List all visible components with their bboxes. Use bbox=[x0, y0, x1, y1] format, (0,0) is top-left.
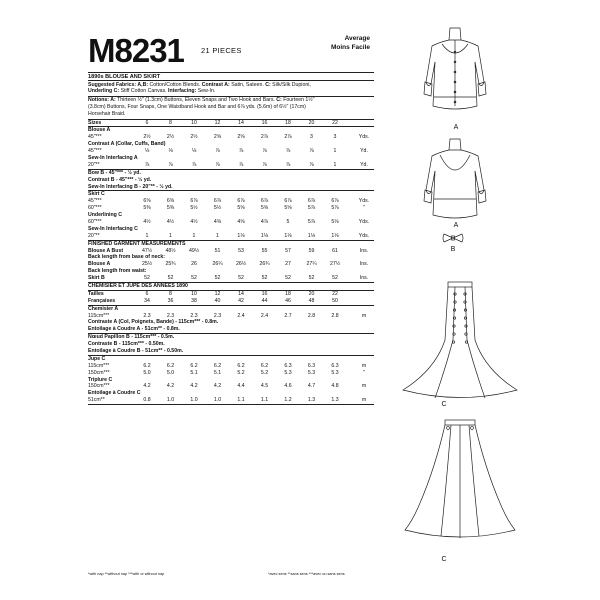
cell-value: 57 bbox=[285, 247, 291, 254]
cell-value: 10 bbox=[191, 290, 197, 297]
cell-value: 2⅝ bbox=[237, 134, 245, 141]
view-label: A bbox=[453, 222, 459, 229]
row-label: Blouse A bbox=[88, 261, 111, 268]
view-c-back-illustration bbox=[395, 418, 525, 543]
size-header: 10 bbox=[191, 119, 197, 126]
sizes-row: Sizes 6 8 10 12 14 16 18 20 22 bbox=[88, 120, 374, 127]
section-underlining-c: Underlining C bbox=[88, 212, 123, 219]
back-length-neck: Back length from base of neck: bbox=[88, 254, 165, 261]
difficulty-fr: Moins Facile bbox=[330, 44, 370, 51]
cell-value: 4½ bbox=[166, 219, 175, 225]
view-a-front-illustration bbox=[420, 22, 490, 122]
cell-value: 1⅛ bbox=[284, 232, 292, 239]
cell-value: 6.2 bbox=[213, 362, 222, 369]
row-label: 60"*** bbox=[88, 219, 102, 225]
cell-value: ⅞ bbox=[309, 161, 314, 168]
size-header: 6 bbox=[145, 119, 149, 126]
cell-value: 6.2 bbox=[190, 362, 198, 369]
unit-label: Yds. bbox=[358, 134, 370, 141]
unit-label: Ins. bbox=[359, 275, 369, 282]
french-title: CHEMISIER ET JUPE DES ANNÉES 1890 bbox=[88, 283, 188, 290]
unit-label: m bbox=[361, 397, 367, 404]
row-label: 45"*** bbox=[88, 198, 102, 205]
cell-value: 2.3 bbox=[190, 312, 198, 319]
cell-value: 6.2 bbox=[237, 362, 245, 369]
cell-value: 5⅝ bbox=[284, 205, 292, 212]
table-row bbox=[88, 370, 374, 377]
cell-value: 4⅝ bbox=[237, 219, 245, 225]
cell-value: 5½ bbox=[213, 205, 222, 212]
cell-value: 4.5 bbox=[260, 383, 269, 390]
table-row bbox=[88, 275, 374, 282]
cell-value: 5⅞ bbox=[307, 205, 316, 212]
interfacing-b-line: Sew-In Interfacing B - 20"** - ½ yd. bbox=[88, 183, 173, 190]
cell-value: 49½ bbox=[188, 247, 200, 254]
row-label: Tailles bbox=[88, 290, 104, 297]
section-entoilage-c: Entoilage à Coudre C bbox=[88, 390, 141, 397]
cell-value: 1.3 bbox=[331, 397, 339, 404]
cell-value: 52 bbox=[167, 275, 174, 282]
cell-value: 2.8 bbox=[307, 312, 316, 319]
cell-value: 27¼ bbox=[306, 261, 317, 268]
unit-label: m bbox=[361, 383, 367, 390]
cell-value: ⅞ bbox=[144, 161, 150, 168]
row-label: 20"** bbox=[88, 161, 100, 168]
back-length-waist: Back length from waist: bbox=[88, 268, 147, 275]
table-row bbox=[88, 397, 374, 404]
row-label: Françaises bbox=[88, 297, 116, 304]
entoilage-b-line: Entoilage à Coudre B - 51cm** - 0.50m. bbox=[88, 348, 184, 355]
cell-value: 4.8 bbox=[331, 383, 339, 390]
section-contrast-a: Contrast A (Collar, Cuffs, Band) bbox=[88, 141, 166, 148]
cell-value: 4⅝ bbox=[213, 219, 222, 225]
cell-value: 6⅝ bbox=[166, 198, 175, 205]
cell-value: 1.2 bbox=[284, 397, 292, 404]
cell-value: 1 bbox=[333, 148, 337, 155]
finished-measurements-title: FINISHED GARMENT MEASUREMENTS bbox=[88, 240, 186, 247]
cell-value: 1⅛ bbox=[331, 232, 339, 239]
cell-value: 5.2 bbox=[237, 369, 245, 376]
cell-value: 4.2 bbox=[190, 383, 198, 390]
cell-value: 5½ bbox=[190, 205, 198, 212]
cell-value: 2⅞ bbox=[260, 134, 269, 141]
section-chemisier-a: Chemisier A bbox=[88, 305, 119, 312]
row-label: 150cm*** bbox=[88, 369, 110, 376]
cell-value: 59 bbox=[308, 247, 315, 254]
cell-value: 1.0 bbox=[190, 397, 198, 404]
size-header: 12 bbox=[214, 119, 221, 126]
cell-value: 6⅞ bbox=[213, 198, 222, 205]
entoilage-a-line: Entoilage à Coudre A - 51cm** - 0.8m. bbox=[88, 326, 180, 333]
cell-value: 6⅞ bbox=[260, 198, 269, 205]
view-a-back-illustration bbox=[420, 135, 490, 230]
table-row bbox=[88, 162, 374, 169]
cell-value: ⅞ bbox=[238, 148, 244, 155]
cell-value: 48½ bbox=[165, 247, 176, 254]
size-header: 16 bbox=[261, 119, 268, 126]
unit-label: Yd. bbox=[360, 161, 368, 168]
contrast-b-line: Contrast B - 45"*** - ½ yd. bbox=[88, 176, 152, 183]
cell-value: 26¼ bbox=[212, 261, 223, 268]
cell-value: 27 bbox=[285, 261, 291, 268]
cell-value: 52 bbox=[308, 275, 315, 282]
cell-value: 5.3 bbox=[331, 369, 339, 376]
cell-value: 6⅞ bbox=[307, 198, 316, 205]
footnote-fr: *avec sens **sans sens ***avec ou sans sens bbox=[268, 572, 345, 576]
cell-value: ⅛ bbox=[144, 148, 150, 155]
cell-value: 4.2 bbox=[213, 383, 222, 390]
section-interfacing-c: Sew-In Interfacing C bbox=[88, 225, 138, 232]
cell-value: 5.0 bbox=[166, 369, 175, 376]
cell-value: 27½ bbox=[329, 261, 341, 268]
cell-value: 51 bbox=[214, 247, 221, 254]
cell-value: 6.2 bbox=[166, 362, 175, 369]
cell-value: 2½ bbox=[143, 134, 151, 141]
table-row bbox=[88, 363, 374, 370]
cell-value: ⅞ bbox=[285, 148, 291, 155]
cell-value: ⅛ bbox=[168, 148, 173, 155]
cell-value: 2.3 bbox=[143, 312, 151, 319]
table-row bbox=[88, 383, 374, 390]
row-label: 115cm*** bbox=[88, 362, 110, 369]
view-b-bow-illustration bbox=[441, 232, 465, 244]
cell-value: 42 bbox=[238, 297, 244, 304]
cell-value: 1 bbox=[145, 232, 149, 239]
cell-value: 5.1 bbox=[213, 369, 222, 376]
unit-label: m bbox=[361, 362, 367, 369]
cell-value: 1.1 bbox=[237, 397, 245, 404]
table-row bbox=[88, 248, 374, 255]
cell-value: 6⅝ bbox=[143, 198, 151, 205]
section-triplure-c: Triplure C bbox=[88, 376, 113, 383]
size-header: 22 bbox=[332, 119, 338, 126]
view-label: C bbox=[441, 401, 447, 408]
english-title: 1890s BLOUSE AND SKIRT bbox=[88, 74, 161, 80]
cell-value: 2⅞ bbox=[284, 134, 292, 141]
cell-value: 25¾ bbox=[165, 261, 176, 268]
cell-value: 12 bbox=[214, 290, 221, 297]
cell-value: 14 bbox=[238, 290, 244, 297]
view-c-front-illustration bbox=[395, 280, 525, 402]
cell-value: 1.0 bbox=[166, 397, 175, 404]
table-row bbox=[88, 313, 374, 320]
cell-value: 53 bbox=[238, 247, 244, 254]
cell-value: 5.2 bbox=[260, 369, 269, 376]
cell-value: ⅛ bbox=[191, 148, 197, 155]
cell-value: 47½ bbox=[141, 247, 153, 254]
cell-value: ⅞ bbox=[168, 161, 173, 168]
cell-value: 34 bbox=[144, 297, 150, 304]
cell-value: ⅞ bbox=[309, 148, 314, 155]
cell-value: 5⅝ bbox=[260, 205, 269, 212]
cell-value: 20 bbox=[308, 290, 315, 297]
cell-value: 1.3 bbox=[307, 397, 316, 404]
notions: Notions: A: Thirteen ½" (1.3cm) Buttons, Eleven Snaps and Two Hook and Bars. C: Fourteen 1½" (3.8cm) Buttons, Four Snaps, One Waistband Hook and Bar and 6⅞ yds. (5.6m) of 6½" (17cm) Horsehair Braid. bbox=[88, 97, 315, 118]
cell-value: 5⅛ bbox=[331, 219, 339, 225]
cell-value: ⅞ bbox=[262, 148, 267, 155]
cell-value: 1 bbox=[216, 232, 219, 239]
table-row bbox=[88, 261, 374, 268]
table-row bbox=[88, 198, 374, 205]
cell-value: 5.0 bbox=[143, 369, 151, 376]
cell-value: 5⅞ bbox=[307, 219, 316, 225]
header bbox=[0, 0, 600, 70]
cell-value: 4.2 bbox=[166, 383, 175, 390]
cell-value: 2.7 bbox=[284, 312, 292, 319]
noeud-b-line: Nœud Papillon B - 115cm*** - 0.5m. bbox=[88, 334, 175, 341]
cell-value: 5⅜ bbox=[143, 205, 151, 212]
cell-value: 4.7 bbox=[307, 383, 316, 390]
table-row bbox=[88, 233, 374, 240]
cell-value: 55 bbox=[261, 247, 268, 254]
cell-value: 1.1 bbox=[260, 397, 269, 404]
view-label: C bbox=[441, 556, 447, 563]
cell-value: 1 bbox=[169, 232, 172, 239]
cell-value: 1.0 bbox=[213, 397, 222, 404]
suggested-fabrics: Suggested Fabrics: A,B: Cotton/Cotton Blends. Contrast A: Satin, Sateen. C: Silk/Silk Dupioni, Underling C: Stiff Cotton Canvas. Interfacing: Sew-In. bbox=[88, 81, 311, 95]
row-label: 20"** bbox=[88, 232, 100, 239]
cell-value: 4⅞ bbox=[260, 219, 269, 225]
unit-label: Yds. bbox=[358, 219, 370, 225]
cell-value: ⅞ bbox=[238, 161, 244, 168]
cell-value: 6.2 bbox=[260, 362, 269, 369]
footnote-en: *with nap **without nap ***with or without nap bbox=[88, 572, 165, 576]
cell-value: 38 bbox=[191, 297, 197, 304]
table-row bbox=[88, 291, 374, 298]
unit-label: Yds. bbox=[358, 198, 370, 205]
row-label: 45"*** bbox=[88, 148, 102, 155]
cell-value: 5.1 bbox=[190, 369, 198, 376]
cell-value: 2⅝ bbox=[213, 134, 222, 141]
cell-value: 6.3 bbox=[307, 362, 316, 369]
difficulty-rating bbox=[330, 34, 370, 52]
cell-value: 6.3 bbox=[331, 362, 339, 369]
cell-value: 36 bbox=[167, 297, 174, 304]
cell-value: 8 bbox=[169, 290, 172, 297]
cell-value: 18 bbox=[285, 290, 291, 297]
cell-value: 6 bbox=[145, 290, 149, 297]
cell-value: 6.2 bbox=[143, 362, 151, 369]
cell-value: ⅞ bbox=[285, 161, 291, 168]
table-row bbox=[88, 205, 374, 212]
unit-label: " bbox=[363, 369, 365, 376]
cell-value: 52 bbox=[332, 275, 338, 282]
cell-value: 46 bbox=[285, 297, 291, 304]
contraste-b-line: Contraste B - 115cm*** - 0.50m. bbox=[88, 341, 165, 348]
row-label: 150cm*** bbox=[88, 383, 110, 390]
pattern-number: M8231 bbox=[88, 32, 184, 69]
cell-value: 26¾ bbox=[259, 261, 270, 268]
cell-value: 5.3 bbox=[307, 369, 316, 376]
cell-value: ⅞ bbox=[191, 161, 197, 168]
row-label: 51cm** bbox=[88, 397, 105, 404]
section-interfacing-a: Sew-In Interfacing A bbox=[88, 154, 138, 161]
row-label: Skirt B bbox=[88, 275, 105, 282]
cell-value: 2.8 bbox=[331, 312, 339, 319]
cell-value: 25½ bbox=[141, 261, 153, 268]
row-label: 60"*** bbox=[88, 205, 102, 212]
cell-value: 0.8 bbox=[143, 397, 151, 404]
section-skirt-c: Skirt C bbox=[88, 191, 105, 198]
bow-b-line: Bow B - 45"*** - ½ yd. bbox=[88, 169, 141, 176]
cell-value: 4.2 bbox=[143, 383, 151, 390]
cell-value: 1 bbox=[333, 161, 337, 168]
cell-value: 5 bbox=[286, 219, 290, 225]
view-label: A bbox=[453, 124, 459, 131]
difficulty-en: Average bbox=[344, 35, 370, 42]
pieces-count: 21 PIECES bbox=[201, 46, 242, 55]
cell-value: 61 bbox=[332, 247, 338, 254]
cell-value: 48 bbox=[308, 297, 315, 304]
cell-value: 2½ bbox=[190, 134, 198, 141]
cell-value: 5⅜ bbox=[166, 205, 175, 212]
cell-value: 22 bbox=[332, 290, 338, 297]
size-header: 8 bbox=[169, 119, 172, 126]
cell-value: 2.3 bbox=[213, 312, 222, 319]
row-label: Blouse A Bust bbox=[88, 247, 124, 254]
cell-value: ⅞ bbox=[262, 161, 267, 168]
cell-value: 2.3 bbox=[166, 312, 175, 319]
cell-value: 16 bbox=[261, 290, 268, 297]
cell-value: 6.3 bbox=[284, 362, 292, 369]
size-header: 14 bbox=[238, 119, 244, 126]
cell-value: 2½ bbox=[166, 134, 175, 141]
unit-label: Yd. bbox=[360, 148, 368, 155]
cell-value: 26 bbox=[191, 261, 197, 268]
row-label: 115cm*** bbox=[88, 312, 110, 319]
size-header: 18 bbox=[285, 119, 291, 126]
cell-value: 50 bbox=[332, 297, 338, 304]
cell-value: 52 bbox=[144, 275, 150, 282]
cell-value: 26½ bbox=[235, 261, 247, 268]
row-label: 45"*** bbox=[88, 134, 102, 141]
cell-value: 5⅝ bbox=[237, 205, 245, 212]
cell-value: 3 bbox=[310, 134, 313, 141]
unit-label: m bbox=[361, 312, 367, 319]
cell-value: 4.4 bbox=[237, 383, 245, 390]
table-row bbox=[88, 148, 374, 155]
cell-value: 4.6 bbox=[284, 383, 292, 390]
section-blouse-a: Blouse A bbox=[88, 127, 111, 134]
section-jupe-c: Jupe C bbox=[88, 355, 106, 362]
cell-value: 5⅞ bbox=[331, 205, 339, 212]
cell-value: 44 bbox=[261, 297, 268, 304]
unit-label: Yds. bbox=[358, 232, 370, 239]
cell-value: 1⅛ bbox=[237, 232, 245, 239]
cell-value: 2.4 bbox=[237, 312, 245, 319]
cell-value: 52 bbox=[191, 275, 197, 282]
cell-value: 4½ bbox=[190, 219, 198, 225]
cell-value: 40 bbox=[214, 297, 221, 304]
yardage-chart bbox=[88, 72, 374, 405]
cell-value: 6⅞ bbox=[284, 198, 292, 205]
cell-value: 52 bbox=[261, 275, 268, 282]
view-label: B bbox=[450, 246, 456, 253]
cell-value: 6⅞ bbox=[190, 198, 198, 205]
cell-value: 1⅛ bbox=[307, 232, 316, 239]
cell-value: 4½ bbox=[143, 219, 151, 225]
cell-value: ⅞ bbox=[215, 148, 220, 155]
cell-value: 6⅞ bbox=[237, 198, 245, 205]
size-header: 20 bbox=[308, 119, 315, 126]
cell-value: 3 bbox=[333, 134, 337, 141]
cell-value: 1 bbox=[192, 232, 196, 239]
table-row bbox=[88, 134, 374, 141]
cell-value: 1⅛ bbox=[260, 232, 269, 239]
cell-value: 52 bbox=[214, 275, 221, 282]
cell-value: 2.4 bbox=[260, 312, 269, 319]
unit-label: Ins. bbox=[359, 261, 369, 268]
table-row bbox=[88, 219, 374, 226]
unit-label: " bbox=[363, 205, 365, 212]
cell-value: 52 bbox=[238, 275, 244, 282]
cell-value: ⅞ bbox=[215, 161, 220, 168]
contraste-a-line: Contraste A (Col, Poignets, Bande) - 115cm*** - 0.8m. bbox=[88, 319, 219, 326]
cell-value: 5.3 bbox=[284, 369, 292, 376]
cell-value: 6⅞ bbox=[331, 198, 339, 205]
unit-label: Ins. bbox=[359, 247, 369, 254]
table-row bbox=[88, 298, 374, 305]
cell-value: 52 bbox=[285, 275, 291, 282]
